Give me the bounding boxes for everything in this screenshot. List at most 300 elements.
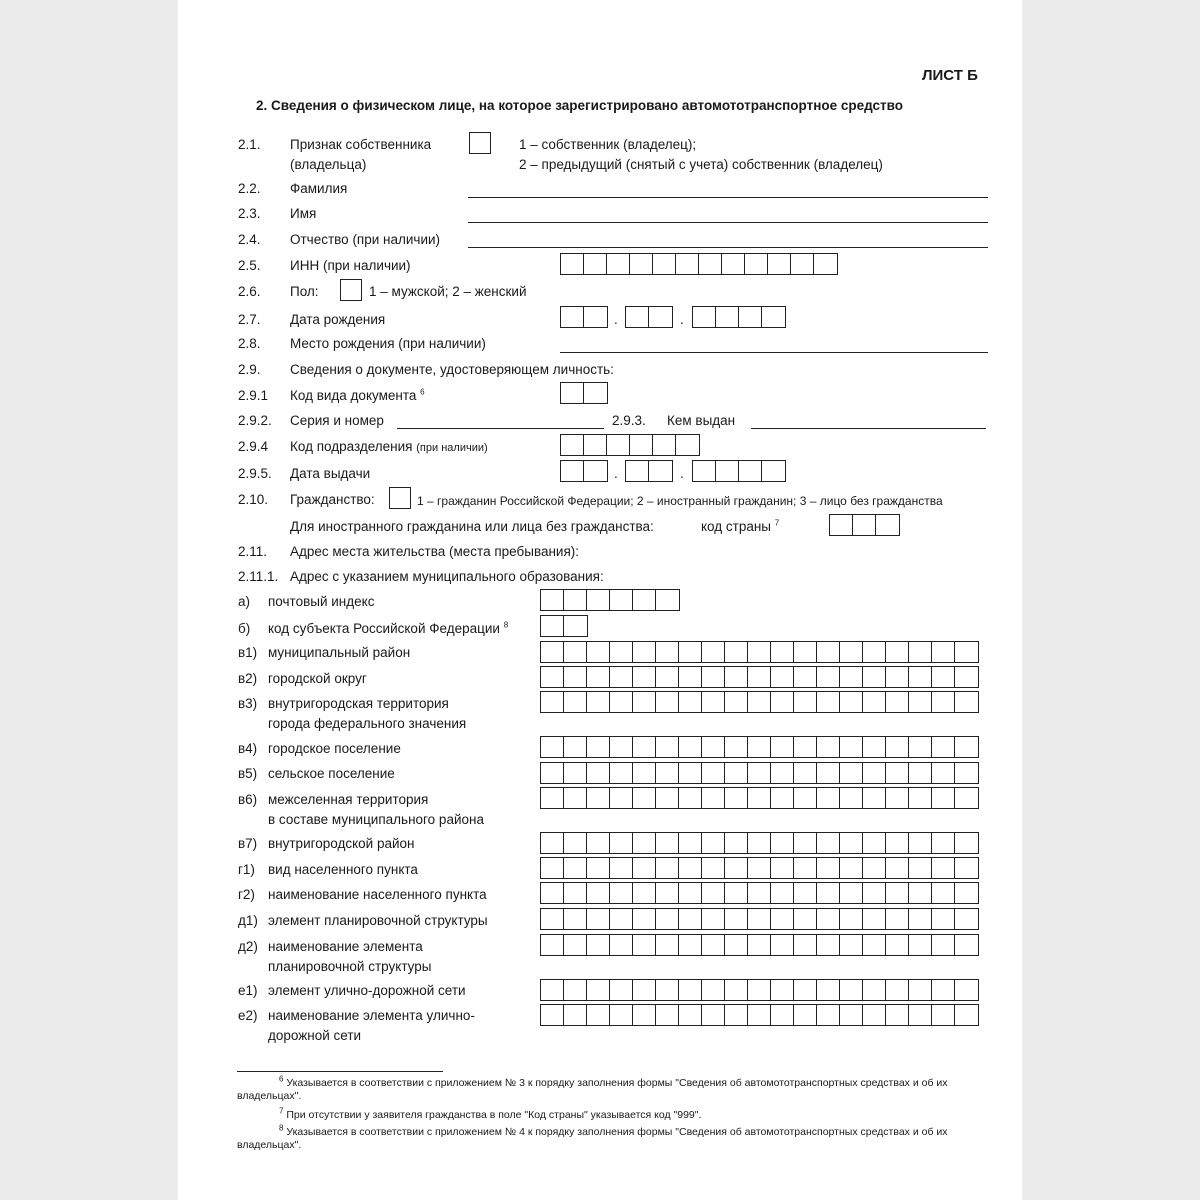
char-cell[interactable] — [932, 935, 955, 955]
char-cell[interactable] — [561, 383, 584, 403]
char-cell[interactable] — [653, 254, 676, 274]
char-cell[interactable] — [955, 883, 978, 903]
postal-code-cells[interactable] — [540, 589, 680, 611]
urban-settlement-cells[interactable] — [540, 736, 979, 758]
char-cell[interactable] — [794, 737, 817, 757]
division-code-cells[interactable] — [560, 434, 700, 456]
char-cell[interactable] — [840, 1005, 863, 1025]
char-cell[interactable] — [679, 788, 702, 808]
char-cell[interactable] — [679, 1005, 702, 1025]
citizenship-checkbox[interactable] — [389, 487, 411, 509]
char-cell[interactable] — [656, 763, 679, 783]
char-cell[interactable] — [840, 883, 863, 903]
char-cell[interactable] — [541, 980, 564, 1000]
char-cell[interactable] — [679, 737, 702, 757]
char-cell[interactable] — [564, 935, 587, 955]
birth-place-field[interactable] — [560, 352, 988, 353]
char-cell[interactable] — [955, 788, 978, 808]
char-cell[interactable] — [561, 461, 584, 481]
char-cell[interactable] — [725, 788, 748, 808]
char-cell[interactable] — [722, 254, 745, 274]
char-cell[interactable] — [863, 980, 886, 1000]
char-cell[interactable] — [886, 833, 909, 853]
char-cell[interactable] — [541, 909, 564, 929]
char-cell[interactable] — [584, 461, 607, 481]
char-cell[interactable] — [909, 763, 932, 783]
char-cell[interactable] — [679, 667, 702, 687]
char-cell[interactable] — [541, 883, 564, 903]
char-cell[interactable] — [610, 763, 633, 783]
char-cell[interactable] — [886, 909, 909, 929]
char-cell[interactable] — [702, 883, 725, 903]
char-cell[interactable] — [610, 833, 633, 853]
first-name-field[interactable] — [468, 222, 988, 223]
birth-day-cells[interactable] — [560, 306, 608, 328]
char-cell[interactable] — [932, 909, 955, 929]
char-cell[interactable] — [633, 980, 656, 1000]
char-cell[interactable] — [541, 1005, 564, 1025]
char-cell[interactable] — [909, 642, 932, 662]
char-cell[interactable] — [771, 1005, 794, 1025]
char-cell[interactable] — [541, 788, 564, 808]
gender-checkbox[interactable] — [340, 279, 362, 301]
char-cell[interactable] — [541, 935, 564, 955]
char-cell[interactable] — [955, 692, 978, 712]
char-cell[interactable] — [610, 590, 633, 610]
char-cell[interactable] — [932, 667, 955, 687]
char-cell[interactable] — [716, 307, 739, 327]
char-cell[interactable] — [725, 1005, 748, 1025]
char-cell[interactable] — [840, 692, 863, 712]
char-cell[interactable] — [679, 980, 702, 1000]
char-cell[interactable] — [840, 935, 863, 955]
char-cell[interactable] — [561, 435, 584, 455]
char-cell[interactable] — [656, 980, 679, 1000]
inn-cells[interactable] — [560, 253, 838, 275]
char-cell[interactable] — [909, 883, 932, 903]
char-cell[interactable] — [656, 642, 679, 662]
char-cell[interactable] — [886, 692, 909, 712]
char-cell[interactable] — [656, 590, 679, 610]
char-cell[interactable] — [748, 883, 771, 903]
char-cell[interactable] — [656, 737, 679, 757]
char-cell[interactable] — [564, 1005, 587, 1025]
char-cell[interactable] — [840, 909, 863, 929]
char-cell[interactable] — [584, 435, 607, 455]
char-cell[interactable] — [626, 461, 649, 481]
char-cell[interactable] — [745, 254, 768, 274]
char-cell[interactable] — [840, 737, 863, 757]
char-cell[interactable] — [587, 935, 610, 955]
intracity-territory-cells[interactable] — [540, 691, 979, 713]
char-cell[interactable] — [587, 763, 610, 783]
char-cell[interactable] — [564, 642, 587, 662]
char-cell[interactable] — [702, 909, 725, 929]
char-cell[interactable] — [610, 692, 633, 712]
char-cell[interactable] — [541, 642, 564, 662]
char-cell[interactable] — [633, 883, 656, 903]
intracity-district-cells[interactable] — [540, 832, 979, 854]
country-code-cells[interactable] — [829, 514, 900, 536]
char-cell[interactable] — [909, 833, 932, 853]
series-number-field[interactable] — [397, 428, 604, 429]
char-cell[interactable] — [693, 307, 716, 327]
char-cell[interactable] — [610, 1005, 633, 1025]
locality-name-cells[interactable] — [540, 882, 979, 904]
char-cell[interactable] — [840, 788, 863, 808]
char-cell[interactable] — [561, 254, 584, 274]
char-cell[interactable] — [679, 642, 702, 662]
char-cell[interactable] — [649, 307, 672, 327]
char-cell[interactable] — [607, 254, 630, 274]
char-cell[interactable] — [840, 980, 863, 1000]
char-cell[interactable] — [564, 616, 587, 636]
char-cell[interactable] — [909, 667, 932, 687]
char-cell[interactable] — [886, 667, 909, 687]
char-cell[interactable] — [863, 642, 886, 662]
char-cell[interactable] — [886, 980, 909, 1000]
char-cell[interactable] — [932, 788, 955, 808]
char-cell[interactable] — [932, 692, 955, 712]
char-cell[interactable] — [541, 833, 564, 853]
char-cell[interactable] — [794, 788, 817, 808]
char-cell[interactable] — [725, 667, 748, 687]
issue-month-cells[interactable] — [625, 460, 673, 482]
locality-type-cells[interactable] — [540, 857, 979, 879]
char-cell[interactable] — [863, 667, 886, 687]
char-cell[interactable] — [693, 461, 716, 481]
char-cell[interactable] — [863, 692, 886, 712]
char-cell[interactable] — [587, 858, 610, 878]
char-cell[interactable] — [909, 909, 932, 929]
issue-day-cells[interactable] — [560, 460, 608, 482]
char-cell[interactable] — [748, 642, 771, 662]
char-cell[interactable] — [771, 909, 794, 929]
char-cell[interactable] — [748, 788, 771, 808]
char-cell[interactable] — [771, 692, 794, 712]
char-cell[interactable] — [817, 642, 840, 662]
char-cell[interactable] — [817, 833, 840, 853]
char-cell[interactable] — [909, 935, 932, 955]
char-cell[interactable] — [886, 1005, 909, 1025]
street-element-cells[interactable] — [540, 979, 979, 1001]
char-cell[interactable] — [748, 858, 771, 878]
char-cell[interactable] — [817, 858, 840, 878]
char-cell[interactable] — [909, 788, 932, 808]
char-cell[interactable] — [610, 667, 633, 687]
char-cell[interactable] — [716, 461, 739, 481]
char-cell[interactable] — [702, 833, 725, 853]
char-cell[interactable] — [794, 833, 817, 853]
char-cell[interactable] — [633, 788, 656, 808]
char-cell[interactable] — [909, 737, 932, 757]
surname-field[interactable] — [468, 197, 988, 198]
char-cell[interactable] — [633, 692, 656, 712]
char-cell[interactable] — [610, 980, 633, 1000]
birth-year-cells[interactable] — [692, 306, 786, 328]
char-cell[interactable] — [955, 833, 978, 853]
char-cell[interactable] — [561, 307, 584, 327]
char-cell[interactable] — [541, 858, 564, 878]
char-cell[interactable] — [748, 763, 771, 783]
char-cell[interactable] — [610, 858, 633, 878]
char-cell[interactable] — [840, 833, 863, 853]
char-cell[interactable] — [725, 883, 748, 903]
char-cell[interactable] — [739, 307, 762, 327]
char-cell[interactable] — [886, 858, 909, 878]
char-cell[interactable] — [587, 788, 610, 808]
char-cell[interactable] — [633, 833, 656, 853]
inter-settlement-cells[interactable] — [540, 787, 979, 809]
char-cell[interactable] — [932, 737, 955, 757]
char-cell[interactable] — [702, 1005, 725, 1025]
char-cell[interactable] — [817, 692, 840, 712]
char-cell[interactable] — [932, 763, 955, 783]
char-cell[interactable] — [909, 1005, 932, 1025]
char-cell[interactable] — [955, 763, 978, 783]
char-cell[interactable] — [886, 883, 909, 903]
char-cell[interactable] — [909, 858, 932, 878]
char-cell[interactable] — [748, 980, 771, 1000]
char-cell[interactable] — [762, 461, 785, 481]
char-cell[interactable] — [541, 763, 564, 783]
char-cell[interactable] — [587, 692, 610, 712]
char-cell[interactable] — [830, 515, 853, 535]
region-code-cells[interactable] — [540, 615, 588, 637]
planning-element-cells[interactable] — [540, 908, 979, 930]
char-cell[interactable] — [610, 737, 633, 757]
char-cell[interactable] — [725, 858, 748, 878]
char-cell[interactable] — [584, 383, 607, 403]
char-cell[interactable] — [748, 667, 771, 687]
issue-year-cells[interactable] — [692, 460, 786, 482]
char-cell[interactable] — [656, 692, 679, 712]
char-cell[interactable] — [587, 737, 610, 757]
char-cell[interactable] — [656, 935, 679, 955]
char-cell[interactable] — [794, 980, 817, 1000]
char-cell[interactable] — [587, 667, 610, 687]
char-cell[interactable] — [679, 909, 702, 929]
char-cell[interactable] — [699, 254, 722, 274]
char-cell[interactable] — [794, 667, 817, 687]
char-cell[interactable] — [702, 788, 725, 808]
char-cell[interactable] — [633, 763, 656, 783]
rural-settlement-cells[interactable] — [540, 762, 979, 784]
char-cell[interactable] — [886, 935, 909, 955]
char-cell[interactable] — [794, 763, 817, 783]
char-cell[interactable] — [656, 1005, 679, 1025]
char-cell[interactable] — [702, 980, 725, 1000]
char-cell[interactable] — [702, 858, 725, 878]
char-cell[interactable] — [541, 737, 564, 757]
char-cell[interactable] — [739, 461, 762, 481]
char-cell[interactable] — [725, 763, 748, 783]
char-cell[interactable] — [794, 692, 817, 712]
char-cell[interactable] — [771, 763, 794, 783]
owner-sign-checkbox[interactable] — [469, 132, 491, 154]
char-cell[interactable] — [840, 763, 863, 783]
char-cell[interactable] — [679, 935, 702, 955]
char-cell[interactable] — [679, 833, 702, 853]
char-cell[interactable] — [725, 737, 748, 757]
char-cell[interactable] — [863, 909, 886, 929]
char-cell[interactable] — [610, 909, 633, 929]
char-cell[interactable] — [817, 935, 840, 955]
char-cell[interactable] — [886, 737, 909, 757]
char-cell[interactable] — [649, 461, 672, 481]
char-cell[interactable] — [584, 254, 607, 274]
char-cell[interactable] — [725, 909, 748, 929]
char-cell[interactable] — [610, 642, 633, 662]
char-cell[interactable] — [932, 980, 955, 1000]
char-cell[interactable] — [633, 1005, 656, 1025]
char-cell[interactable] — [633, 667, 656, 687]
char-cell[interactable] — [702, 642, 725, 662]
char-cell[interactable] — [863, 763, 886, 783]
char-cell[interactable] — [725, 692, 748, 712]
char-cell[interactable] — [702, 935, 725, 955]
char-cell[interactable] — [702, 692, 725, 712]
char-cell[interactable] — [633, 737, 656, 757]
char-cell[interactable] — [863, 1005, 886, 1025]
char-cell[interactable] — [853, 515, 876, 535]
char-cell[interactable] — [541, 667, 564, 687]
char-cell[interactable] — [630, 254, 653, 274]
char-cell[interactable] — [656, 667, 679, 687]
char-cell[interactable] — [587, 980, 610, 1000]
char-cell[interactable] — [840, 667, 863, 687]
char-cell[interactable] — [679, 763, 702, 783]
char-cell[interactable] — [587, 1005, 610, 1025]
char-cell[interactable] — [817, 883, 840, 903]
char-cell[interactable] — [840, 858, 863, 878]
char-cell[interactable] — [955, 1005, 978, 1025]
char-cell[interactable] — [584, 307, 607, 327]
char-cell[interactable] — [725, 935, 748, 955]
char-cell[interactable] — [564, 590, 587, 610]
char-cell[interactable] — [564, 980, 587, 1000]
char-cell[interactable] — [630, 435, 653, 455]
char-cell[interactable] — [771, 737, 794, 757]
char-cell[interactable] — [794, 1005, 817, 1025]
street-element-name-cells[interactable] — [540, 1004, 979, 1026]
char-cell[interactable] — [955, 667, 978, 687]
birth-month-cells[interactable] — [625, 306, 673, 328]
char-cell[interactable] — [768, 254, 791, 274]
char-cell[interactable] — [587, 642, 610, 662]
char-cell[interactable] — [607, 435, 630, 455]
char-cell[interactable] — [748, 833, 771, 853]
char-cell[interactable] — [587, 883, 610, 903]
char-cell[interactable] — [909, 692, 932, 712]
char-cell[interactable] — [656, 909, 679, 929]
char-cell[interactable] — [863, 788, 886, 808]
char-cell[interactable] — [702, 737, 725, 757]
char-cell[interactable] — [564, 858, 587, 878]
char-cell[interactable] — [955, 935, 978, 955]
char-cell[interactable] — [748, 692, 771, 712]
char-cell[interactable] — [679, 858, 702, 878]
char-cell[interactable] — [886, 788, 909, 808]
char-cell[interactable] — [656, 788, 679, 808]
char-cell[interactable] — [610, 935, 633, 955]
char-cell[interactable] — [876, 515, 899, 535]
char-cell[interactable] — [955, 737, 978, 757]
char-cell[interactable] — [564, 692, 587, 712]
char-cell[interactable] — [679, 883, 702, 903]
char-cell[interactable] — [610, 788, 633, 808]
char-cell[interactable] — [676, 254, 699, 274]
char-cell[interactable] — [771, 788, 794, 808]
char-cell[interactable] — [932, 642, 955, 662]
char-cell[interactable] — [748, 909, 771, 929]
char-cell[interactable] — [725, 642, 748, 662]
char-cell[interactable] — [817, 1005, 840, 1025]
char-cell[interactable] — [564, 788, 587, 808]
char-cell[interactable] — [762, 307, 785, 327]
char-cell[interactable] — [863, 935, 886, 955]
char-cell[interactable] — [564, 833, 587, 853]
char-cell[interactable] — [817, 788, 840, 808]
char-cell[interactable] — [679, 692, 702, 712]
char-cell[interactable] — [656, 883, 679, 903]
char-cell[interactable] — [794, 858, 817, 878]
char-cell[interactable] — [794, 909, 817, 929]
char-cell[interactable] — [633, 909, 656, 929]
char-cell[interactable] — [886, 642, 909, 662]
char-cell[interactable] — [863, 737, 886, 757]
char-cell[interactable] — [863, 858, 886, 878]
char-cell[interactable] — [814, 254, 837, 274]
char-cell[interactable] — [771, 858, 794, 878]
char-cell[interactable] — [955, 909, 978, 929]
char-cell[interactable] — [932, 833, 955, 853]
char-cell[interactable] — [817, 763, 840, 783]
char-cell[interactable] — [587, 833, 610, 853]
doc-type-code-cells[interactable] — [560, 382, 608, 404]
char-cell[interactable] — [817, 667, 840, 687]
char-cell[interactable] — [656, 858, 679, 878]
char-cell[interactable] — [587, 590, 610, 610]
char-cell[interactable] — [817, 980, 840, 1000]
char-cell[interactable] — [541, 616, 564, 636]
char-cell[interactable] — [725, 980, 748, 1000]
char-cell[interactable] — [702, 667, 725, 687]
char-cell[interactable] — [840, 642, 863, 662]
char-cell[interactable] — [863, 883, 886, 903]
char-cell[interactable] — [932, 883, 955, 903]
patronymic-field[interactable] — [468, 247, 988, 248]
char-cell[interactable] — [748, 737, 771, 757]
char-cell[interactable] — [771, 667, 794, 687]
char-cell[interactable] — [817, 909, 840, 929]
char-cell[interactable] — [955, 980, 978, 1000]
char-cell[interactable] — [725, 833, 748, 853]
char-cell[interactable] — [676, 435, 699, 455]
char-cell[interactable] — [564, 667, 587, 687]
char-cell[interactable] — [633, 858, 656, 878]
char-cell[interactable] — [886, 763, 909, 783]
char-cell[interactable] — [771, 980, 794, 1000]
char-cell[interactable] — [541, 692, 564, 712]
char-cell[interactable] — [541, 590, 564, 610]
char-cell[interactable] — [748, 1005, 771, 1025]
char-cell[interactable] — [633, 935, 656, 955]
char-cell[interactable] — [610, 883, 633, 903]
char-cell[interactable] — [932, 1005, 955, 1025]
char-cell[interactable] — [771, 935, 794, 955]
char-cell[interactable] — [633, 590, 656, 610]
